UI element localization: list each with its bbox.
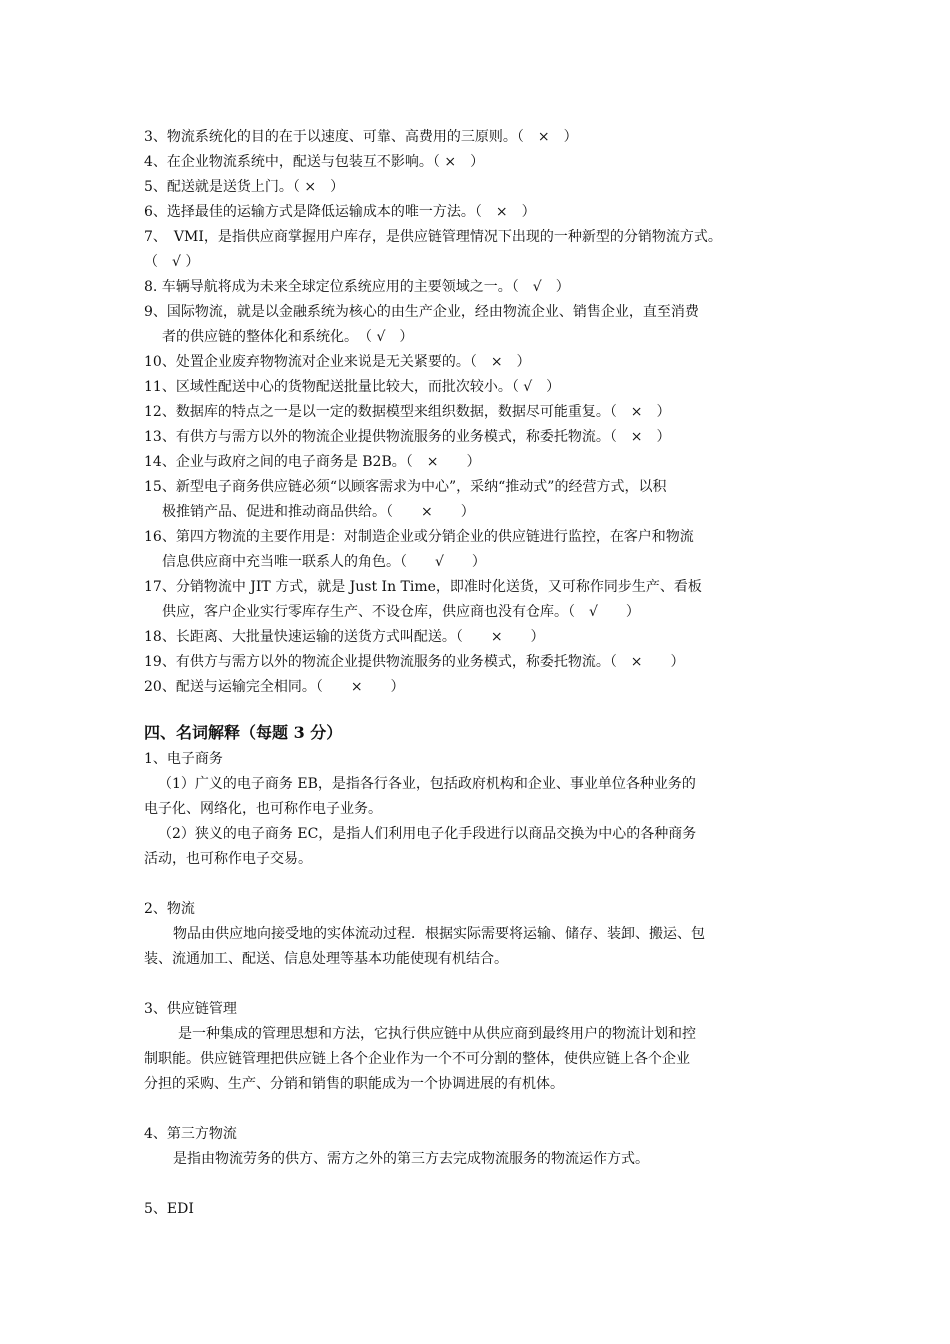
- judgement-item-13: 13、有供方与需方以外的物流企业提供物流服务的业务模式，称委托物流。（ × ）: [144, 429, 671, 445]
- judgement-item-19: 19、有供方与需方以外的物流企业提供物流服务的业务模式，称委托物流。（ × ）: [144, 654, 685, 670]
- judgement-item-16: 16、第四方物流的主要作用是：对制造企业或分销企业的供应链进行监控，在客户和物流: [144, 529, 694, 545]
- judgement-item-15-continued: 极推销产品、促进和推动商品供给。（ × ）: [162, 504, 475, 520]
- judgement-item-7-answer: （ √ ）: [144, 254, 200, 270]
- term-3-paragraph-continued-2: 分担的采购、生产、分销和销售的职能成为一个协调进展的有机体。: [144, 1076, 564, 1092]
- judgement-item-17: 17、分销物流中 JIT 方式，就是 Just In Time，即准时化送货，又可称作同步生产、看板: [144, 579, 702, 595]
- judgement-item-15: 15、新型电子商务供应链必须“以顾客需求为中心”，采纳“推动式”的经营方式，以积: [144, 479, 667, 495]
- term-3-title: 3、供应链管理: [144, 1001, 237, 1017]
- term-5-title: 5、EDI: [144, 1201, 194, 1217]
- term-1-paragraph-1: （1）广义的电子商务 EB，是指各行各业，包括政府机构和企业、事业单位各种业务的: [158, 776, 696, 792]
- term-1-paragraph-1-continued: 电子化、网络化，也可称作电子业务。: [144, 801, 382, 817]
- term-3-paragraph-continued-1: 制职能。供应链管理把供应链上各个企业作为一个不可分割的整体，使供应链上各个企业: [144, 1051, 690, 1067]
- judgement-item-3: 3、物流系统化的目的在于以速度、可靠、高费用的三原则。（ × ）: [144, 129, 578, 145]
- judgement-item-18: 18、长距离、大批量快速运输的送货方式叫配送。（ × ）: [144, 629, 545, 645]
- judgement-item-5: 5、配送就是送货上门。（ × ）: [144, 179, 345, 195]
- term-2-paragraph-continued: 装、流通加工、配送、信息处理等基本功能使现有机结合。: [144, 951, 508, 967]
- term-2-paragraph: 物品由供应地向接受地的实体流动过程．根据实际需要将运输、储存、装卸、搬运、包: [173, 926, 705, 942]
- term-2-title: 2、物流: [144, 901, 195, 917]
- judgement-item-9: 9、国际物流，就是以金融系统为核心的由生产企业，经由物流企业、销售企业，直至消费: [144, 304, 699, 320]
- term-1-paragraph-2: （2）狭义的电子商务 EC，是指人们利用电子化手段进行以商品交换为中心的各种商务: [158, 826, 697, 842]
- term-4-title: 4、第三方物流: [144, 1126, 237, 1142]
- section-heading: 四、名词解释（每题 3 分）: [144, 723, 343, 742]
- judgement-item-16-continued: 信息供应商中充当唯一联系人的角色。（ √ ）: [162, 554, 486, 570]
- judgement-item-17-continued: 供应，客户企业实行零库存生产、不设仓库，供应商也没有仓库。（ √ ）: [162, 604, 640, 620]
- term-3-paragraph: 是一种集成的管理思想和方法，它执行供应链中从供应商到最终用户的物流计划和控: [178, 1026, 696, 1042]
- judgement-item-9-continued: 者的供应链的整体化和系统化。 （ √ ）: [162, 329, 414, 345]
- judgement-item-7: 7、 VMI，是指供应商掌握用户库存，是供应链管理情况下出现的一种新型的分销物流方式。: [144, 229, 722, 245]
- judgement-item-4: 4、在企业物流系统中，配送与包装互不影响。（ × ）: [144, 154, 485, 170]
- judgement-item-20: 20、配送与运输完全相同。（ × ）: [144, 679, 405, 695]
- term-1-paragraph-2-continued: 活动，也可称作电子交易。: [144, 851, 312, 867]
- judgement-item-10: 10、处置企业废弃物物流对企业来说是无关紧要的。（ × ）: [144, 354, 531, 370]
- judgement-item-12: 12、数据库的特点之一是以一定的数据模型来组织数据，数据尽可能重复。（ × ）: [144, 404, 671, 420]
- term-1-title: 1、电子商务: [144, 751, 223, 767]
- term-4-paragraph: 是指由物流劳务的供方、需方之外的第三方去完成物流服务的物流运作方式。: [173, 1151, 649, 1167]
- judgement-item-6: 6、选择最佳的运输方式是降低运输成本的唯一方法。（ × ）: [144, 204, 536, 220]
- judgement-item-14: 14、企业与政府之间的电子商务是 B2B。（ × ）: [144, 454, 481, 470]
- judgement-item-8: 8. 车辆导航将成为未来全球定位系统应用的主要领域之一。（ √ ）: [144, 279, 570, 295]
- judgement-item-11: 11、区域性配送中心的货物配送批量比较大，而批次较小。（ √ ）: [144, 379, 561, 395]
